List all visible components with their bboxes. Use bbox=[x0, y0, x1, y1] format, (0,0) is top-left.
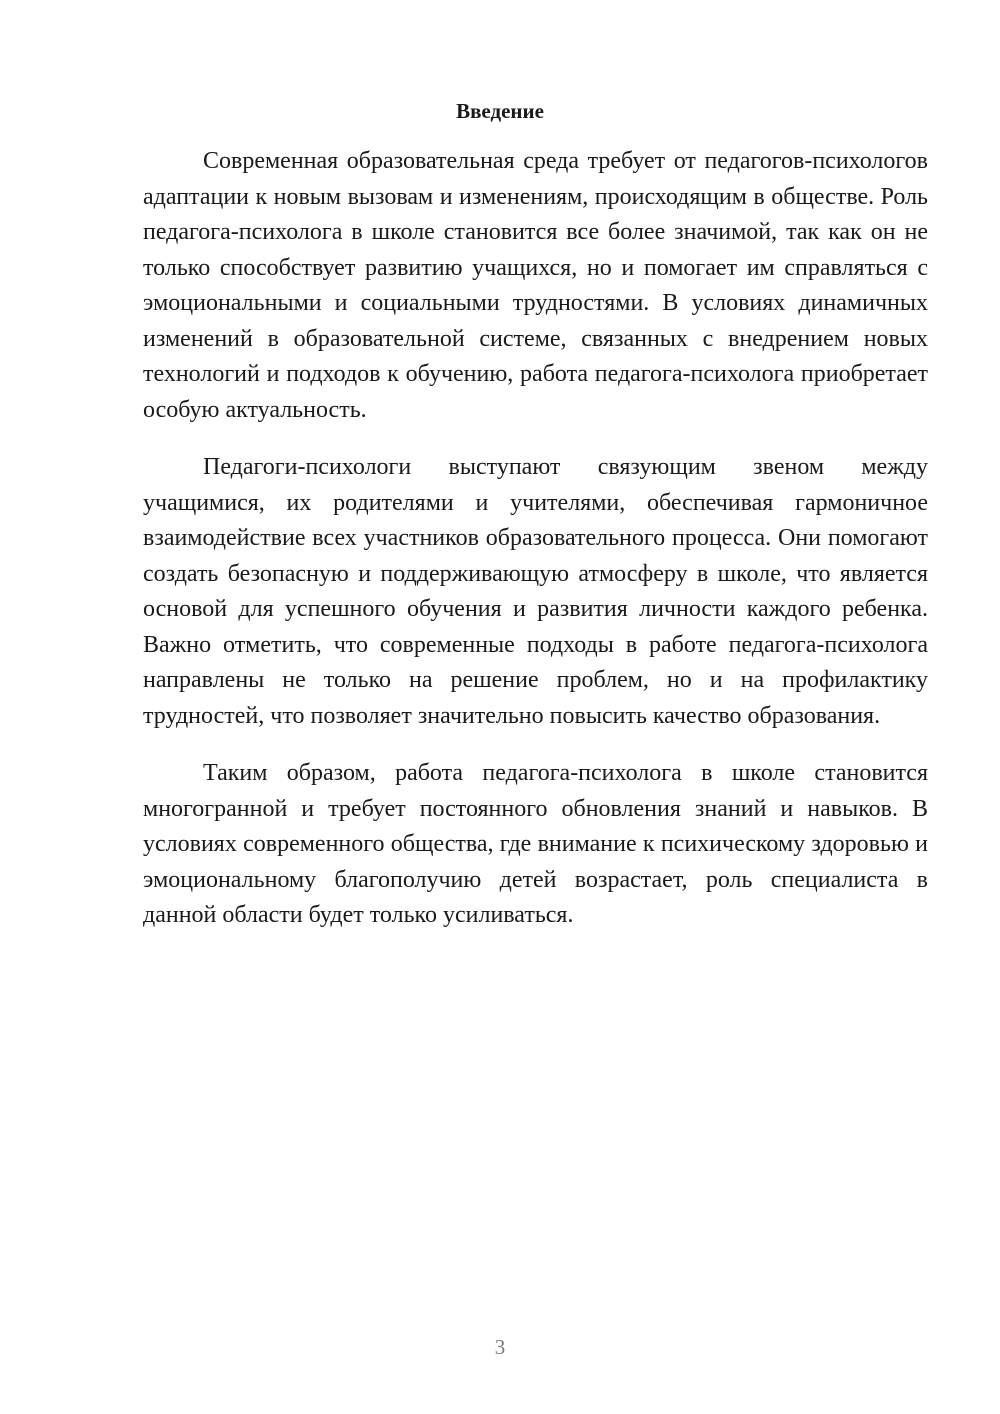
paragraph-3: Таким образом, работа педагога-психолога в школе становится многогранной и требует постоянного обновления знаний и навыков. В условиях современного общества, где внимание к психическому здоровью и эмоциональному благополучию детей возрастает, роль специалиста в данной области будет только усиливаться. bbox=[143, 760, 928, 928]
paragraph-1: Современная образовательная среда требует от педагогов-психологов адаптации к новым вызовам и изменениям, происходящим в обществе. Роль педагога-психолога в школе становится все более значимой, так как он не только способствует развитию учащихся, но и помогает им справляться с эмоциональными и социальными трудностями. В условиях динамичных изменений в образовательной системе, связанных с внедрением новых технологий и подходов к обучению, работа педагога-психолога приобретает особую актуальность. bbox=[143, 148, 928, 423]
paragraph-2: Педагоги-психологи выступают связующим звеном между учащимися, их родителями и учителями, обеспечивая гармоничное взаимодействие всех участников образовательного процесса. Они помогают создать безопасную и поддерживающую атмосферу в школе, что является основой для успешного обучения и развития личности каждого ребенка. Важно отметить, что современные подходы в работе педагога-психолога направлены не только на решение проблем, но и на профилактику трудностей, что позволяет значительно повысить качество образования. bbox=[143, 454, 928, 729]
body-text bbox=[143, 144, 928, 956]
section-heading: Введение bbox=[456, 99, 544, 123]
page-number: 3 bbox=[494, 1335, 506, 1359]
